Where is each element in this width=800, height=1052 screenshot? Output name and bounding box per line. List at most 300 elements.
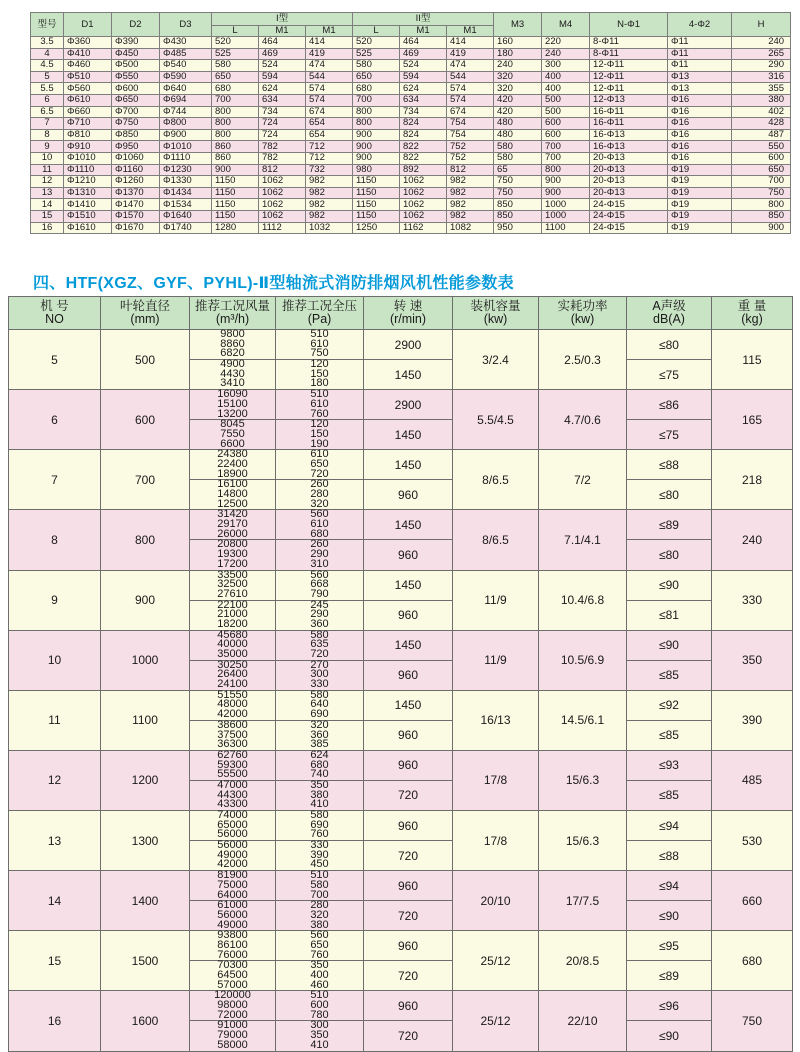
table-row (31, 94, 791, 106)
table-row (31, 176, 791, 188)
pressure-cell-value: 260 (310, 478, 329, 491)
table-cell: Φ19 (668, 199, 732, 211)
table-cell: 464 (259, 37, 306, 49)
power-consumption: 4.7/0.6 (539, 390, 627, 450)
performance-table-body (9, 330, 793, 1052)
pressure-cell-value: 700 (310, 888, 329, 901)
pressure-cell-value: 410 (310, 1038, 329, 1051)
pressure-cell-value: 280 (310, 899, 329, 912)
table-cell: 24-Φ15 (590, 210, 668, 222)
table-cell: Φ1230 (160, 164, 212, 176)
flow-cell-value: 31420 (217, 508, 248, 521)
table-cell: 16-Φ13 (590, 129, 668, 141)
table-cell: Φ450 (112, 48, 160, 60)
table-cell: Φ16 (668, 152, 732, 164)
table-cell: Φ19 (668, 222, 732, 234)
table-cell: 12 (31, 176, 64, 188)
table-cell: Φ610 (64, 94, 112, 106)
table-cell: Φ16 (668, 106, 732, 118)
speed-cell: 960 (364, 991, 453, 1021)
table-cell: Φ1010 (64, 152, 112, 164)
pressure-cell (276, 841, 364, 871)
flow-cell-value: 20800 (217, 538, 248, 551)
speed-cell: 960 (364, 750, 453, 780)
table-cell: Φ510 (64, 71, 112, 83)
header-m1: M1 (306, 26, 353, 37)
flow-cell-value: 42000 (217, 708, 248, 721)
table-cell: Φ1534 (160, 199, 212, 211)
table-cell: Φ1210 (64, 176, 112, 188)
flow-cell-value: 49000 (217, 848, 248, 861)
speed-cell: 960 (364, 480, 453, 510)
performance-table (8, 296, 793, 1052)
pressure-cell-value: 610 (310, 337, 329, 350)
flow-cell (190, 991, 276, 1021)
flow-cell (190, 811, 276, 841)
table-cell: 712 (306, 141, 353, 153)
table-cell: 6 (31, 94, 64, 106)
pressure-cell (276, 510, 364, 540)
flow-cell-value: 14800 (217, 488, 248, 500)
table-cell: Φ660 (64, 106, 112, 118)
pressure-cell-value: 380 (310, 918, 329, 931)
table-cell: 1062 (259, 210, 306, 222)
flow-cell-value: 6820 (220, 347, 245, 360)
table-cell: 580 (494, 141, 542, 153)
table-cell: Φ700 (112, 106, 160, 118)
flow-cell-value: 30250 (217, 658, 248, 671)
installed-power: 20/10 (453, 871, 539, 931)
table-cell: Φ590 (160, 71, 212, 83)
flow-cell (190, 600, 276, 630)
pressure-cell-value: 635 (310, 638, 329, 651)
fan-number: 9 (9, 570, 101, 630)
flow-cell-value: 35000 (217, 648, 248, 660)
flow-cell-value: 93800 (217, 929, 248, 942)
table-cell: Φ640 (160, 83, 212, 95)
flow-cell (190, 330, 276, 360)
power-consumption: 2.5/0.3 (539, 330, 627, 390)
pressure-cell (276, 780, 364, 810)
table-row (31, 118, 791, 130)
section-title: 四、HTF(XGZ、GYF、PYHL)-Ⅱ型轴流式消防排烟风机性能参数表 (33, 275, 514, 292)
pressure-cell-value: 260 (310, 538, 329, 551)
table-cell: 724 (259, 118, 306, 130)
table-cell: 12-Φ11 (590, 71, 668, 83)
flow-cell-value: 58000 (217, 1038, 248, 1051)
table-cell: 900 (542, 187, 590, 199)
pressure-cell-value: 650 (310, 457, 329, 470)
table-cell: 600 (542, 129, 590, 141)
table-cell: 782 (259, 152, 306, 164)
speed-cell: 1450 (364, 510, 453, 540)
power-consumption: 10.4/6.8 (539, 570, 627, 630)
flow-cell-value: 16100 (217, 478, 248, 491)
weight-cell: 750 (712, 991, 793, 1051)
installed-power: 11/9 (453, 630, 539, 690)
table-cell: 754 (447, 129, 494, 141)
table-cell: 800 (732, 199, 791, 211)
table-cell: Φ540 (160, 60, 212, 72)
header-m3: M3 (494, 13, 542, 37)
table-cell: 240 (494, 60, 542, 72)
table-cell: 634 (259, 94, 306, 106)
table-cell: 520 (353, 37, 400, 49)
power-consumption: 7.1/4.1 (539, 510, 627, 570)
speed-cell: 720 (364, 841, 453, 871)
table-cell: 752 (447, 152, 494, 164)
noise-cell: ≤90 (627, 630, 712, 660)
table-cell: 1062 (400, 210, 447, 222)
header-type-2: II型 (353, 13, 494, 26)
fan-number: 14 (9, 871, 101, 931)
table-cell: 680 (353, 83, 400, 95)
table-cell: Φ1470 (112, 199, 160, 211)
table-cell: Φ13 (668, 71, 732, 83)
flow-cell-value: 8045 (220, 418, 245, 431)
pressure-cell (276, 420, 364, 450)
flow-cell (190, 660, 276, 690)
table-cell: 414 (306, 37, 353, 49)
table-cell: 594 (400, 71, 447, 83)
table-cell: Φ600 (112, 83, 160, 95)
pressure-cell-value: 320 (310, 497, 329, 510)
table-cell: 414 (447, 37, 494, 49)
flow-cell-value: 15100 (217, 397, 248, 410)
table-cell: 428 (732, 118, 791, 130)
fan-number: 15 (9, 931, 101, 991)
pressure-cell-value: 610 (310, 518, 329, 531)
flow-cell-value: 38600 (217, 718, 248, 731)
speed-cell: 960 (364, 811, 453, 841)
noise-cell: ≤90 (627, 901, 712, 931)
flow-cell-value: 19300 (217, 548, 248, 561)
flow-cell-value: 86100 (217, 938, 248, 951)
table-cell: Φ1640 (160, 210, 212, 222)
noise-cell: ≤80 (627, 480, 712, 510)
noise-cell: ≤75 (627, 360, 712, 390)
table-cell: 1150 (212, 199, 259, 211)
table-cell: 1280 (212, 222, 259, 234)
header-model: 型号 (31, 13, 64, 37)
table-cell: 1062 (259, 199, 306, 211)
flow-cell-value: 16090 (217, 388, 248, 401)
table-cell: Φ13 (668, 83, 732, 95)
flow-cell-value: 43300 (217, 798, 248, 811)
table-cell: 624 (400, 83, 447, 95)
impeller-diameter: 600 (101, 390, 190, 450)
flow-cell-value: 7550 (220, 427, 245, 440)
weight-cell: 240 (712, 510, 793, 570)
table-cell: 574 (306, 83, 353, 95)
flow-cell (190, 540, 276, 570)
power-consumption: 20/8.5 (539, 931, 627, 991)
pressure-cell-value: 360 (310, 728, 329, 741)
table-cell: Φ550 (112, 71, 160, 83)
table-cell: 3.5 (31, 37, 64, 49)
impeller-diameter: 1300 (101, 811, 190, 871)
table-row (9, 871, 793, 901)
power-consumption: 17/7.5 (539, 871, 627, 931)
flow-cell (190, 480, 276, 510)
table-cell: 1062 (400, 176, 447, 188)
table-cell: 487 (732, 129, 791, 141)
flow-cell-value: 32500 (217, 578, 248, 591)
header-consumption: 实耗功率 (kw) (539, 297, 627, 330)
flow-cell-value: 79000 (217, 1029, 248, 1042)
table-cell: 400 (542, 71, 590, 83)
table-cell: 734 (400, 106, 447, 118)
table-cell: 754 (447, 118, 494, 130)
pressure-cell-value: 300 (310, 668, 329, 681)
header-weight: 重 量 (kg) (712, 297, 793, 330)
table-cell: 900 (353, 129, 400, 141)
pressure-cell-value: 120 (310, 418, 329, 431)
pressure-cell (276, 360, 364, 390)
pressure-cell (276, 450, 364, 480)
table-cell: 16-Φ13 (590, 141, 668, 153)
pressure-cell-value: 350 (310, 959, 329, 972)
table-cell: Φ694 (160, 94, 212, 106)
pressure-cell (276, 871, 364, 901)
weight-cell: 390 (712, 690, 793, 750)
table-cell: 1062 (259, 187, 306, 199)
impeller-diameter: 1500 (101, 931, 190, 991)
table-cell: 220 (542, 37, 590, 49)
speed-cell: 1450 (364, 450, 453, 480)
flow-cell-value: 27610 (217, 587, 248, 600)
table-cell: 300 (542, 60, 590, 72)
pressure-cell-value: 690 (310, 818, 329, 831)
table-row (9, 450, 793, 480)
pressure-cell (276, 1021, 364, 1051)
pressure-cell-value: 290 (310, 608, 329, 621)
table-cell: 712 (306, 152, 353, 164)
table-cell: 265 (732, 48, 791, 60)
table-cell: Φ910 (64, 141, 112, 153)
dimension-table (30, 12, 791, 234)
table-cell: 550 (732, 141, 791, 153)
flow-cell-value: 57000 (217, 978, 248, 991)
table-cell: 544 (447, 71, 494, 83)
table-cell: 900 (212, 164, 259, 176)
table-cell: Φ460 (64, 60, 112, 72)
pressure-cell-value: 190 (310, 437, 329, 450)
pressure-cell-value: 360 (310, 617, 329, 630)
pressure-cell-value: 410 (310, 798, 329, 811)
pressure-cell (276, 630, 364, 660)
table-row (31, 60, 791, 72)
flow-cell-value: 3410 (220, 377, 245, 390)
speed-cell: 960 (364, 720, 453, 750)
table-cell: 65 (494, 164, 542, 176)
table-row (31, 210, 791, 222)
pressure-cell-value: 780 (310, 1008, 329, 1021)
table-cell: 634 (400, 94, 447, 106)
pressure-cell (276, 660, 364, 690)
speed-cell: 1450 (364, 630, 453, 660)
table-cell: 700 (732, 176, 791, 188)
speed-cell: 960 (364, 660, 453, 690)
flow-cell (190, 720, 276, 750)
pressure-cell (276, 961, 364, 991)
flow-cell-value: 62760 (217, 748, 248, 761)
power-consumption: 15/6.3 (539, 750, 627, 810)
weight-cell: 115 (712, 330, 793, 390)
flow-cell-value: 4900 (220, 358, 245, 371)
table-row (31, 83, 791, 95)
table-cell: 500 (542, 94, 590, 106)
speed-cell: 960 (364, 931, 453, 961)
table-cell: 980 (353, 164, 400, 176)
flow-cell-value: 81900 (217, 869, 248, 882)
header-h: H (732, 13, 791, 37)
table-cell: Φ19 (668, 164, 732, 176)
table-cell: 12-Φ13 (590, 94, 668, 106)
pressure-cell-value: 510 (310, 989, 329, 1002)
table-cell: 1150 (353, 210, 400, 222)
table-cell: 7 (31, 118, 64, 130)
pressure-cell (276, 750, 364, 780)
pressure-cell-value: 790 (310, 587, 329, 600)
pressure-cell-value: 650 (310, 938, 329, 951)
table-cell: 24-Φ15 (590, 222, 668, 234)
pressure-cell-value: 750 (310, 347, 329, 360)
table-cell: 240 (542, 48, 590, 60)
speed-cell: 720 (364, 780, 453, 810)
flow-cell (190, 1021, 276, 1051)
table-cell: 5 (31, 71, 64, 83)
table-cell: Φ810 (64, 129, 112, 141)
flow-cell (190, 420, 276, 450)
flow-cell-value: 98000 (217, 999, 248, 1012)
table-cell: Φ1330 (160, 176, 212, 188)
weight-cell: 530 (712, 811, 793, 871)
table-cell: Φ1510 (64, 210, 112, 222)
fan-number: 16 (9, 991, 101, 1051)
flow-cell (190, 780, 276, 810)
noise-cell: ≤93 (627, 750, 712, 780)
header-l: L (353, 26, 400, 37)
table-cell: 982 (306, 210, 353, 222)
speed-cell: 720 (364, 901, 453, 931)
flow-cell (190, 750, 276, 780)
fan-number: 13 (9, 811, 101, 871)
noise-cell: ≤80 (627, 330, 712, 360)
table-cell: Φ360 (64, 37, 112, 49)
table-cell: 1150 (353, 187, 400, 199)
pressure-cell-value: 280 (310, 488, 329, 500)
flow-cell-value: 56000 (217, 828, 248, 841)
header-diameter: 叶轮直径 (mm) (101, 297, 190, 330)
table-cell: 594 (259, 71, 306, 83)
pressure-cell-value: 310 (310, 557, 329, 570)
table-cell: 674 (306, 106, 353, 118)
table-cell: 800 (212, 118, 259, 130)
pressure-cell-value: 350 (310, 1029, 329, 1042)
flow-cell-value: 64000 (217, 888, 248, 901)
flow-cell (190, 390, 276, 420)
speed-cell: 2900 (364, 330, 453, 360)
table-cell: 700 (212, 94, 259, 106)
pressure-cell-value: 400 (310, 969, 329, 981)
table-cell: 316 (732, 71, 791, 83)
flow-cell-value: 59300 (217, 758, 248, 771)
table-cell: Φ1434 (160, 187, 212, 199)
table-cell: 900 (732, 222, 791, 234)
impeller-diameter: 700 (101, 450, 190, 510)
table-cell: 520 (212, 37, 259, 49)
noise-cell: ≤95 (627, 931, 712, 961)
table-cell: 9 (31, 141, 64, 153)
table-cell: 1032 (306, 222, 353, 234)
power-consumption: 22/10 (539, 991, 627, 1051)
fan-number: 10 (9, 630, 101, 690)
pressure-cell-value: 580 (310, 688, 329, 701)
flow-cell (190, 630, 276, 660)
pressure-cell (276, 901, 364, 931)
impeller-diameter: 1100 (101, 690, 190, 750)
table-cell: 800 (212, 129, 259, 141)
table-cell: Φ1410 (64, 199, 112, 211)
header-pressure: 推荐工况全压 (Pa) (276, 297, 364, 330)
table-cell: 11 (31, 164, 64, 176)
flow-cell-value: 51550 (217, 688, 248, 701)
table-cell: Φ16 (668, 141, 732, 153)
impeller-diameter: 1400 (101, 871, 190, 931)
pressure-cell-value: 580 (310, 878, 329, 891)
table-cell: 1250 (353, 222, 400, 234)
table-cell: Φ1310 (64, 187, 112, 199)
speed-cell: 1450 (364, 690, 453, 720)
pressure-cell-value: 760 (310, 948, 329, 961)
table-cell: 860 (212, 152, 259, 164)
table-cell: 680 (212, 83, 259, 95)
noise-cell: ≤88 (627, 450, 712, 480)
table-cell: Φ11 (668, 48, 732, 60)
pressure-cell-value: 760 (310, 407, 329, 420)
flow-cell-value: 42000 (217, 858, 248, 871)
table-row (31, 141, 791, 153)
table-cell: 900 (542, 176, 590, 188)
table-cell: 700 (542, 141, 590, 153)
table-cell: Φ390 (112, 37, 160, 49)
table-cell: Φ1060 (112, 152, 160, 164)
table-cell: 20-Φ13 (590, 152, 668, 164)
table-cell: 420 (494, 106, 542, 118)
table-cell: 320 (494, 83, 542, 95)
table-cell: 10 (31, 152, 64, 164)
table-cell: 850 (732, 210, 791, 222)
pressure-cell (276, 690, 364, 720)
pressure-cell-value: 385 (310, 738, 329, 751)
header-d1: D1 (64, 13, 112, 37)
table-cell: Φ1010 (160, 141, 212, 153)
table-cell: 419 (306, 48, 353, 60)
speed-cell: 2900 (364, 390, 453, 420)
table-cell: 24-Φ15 (590, 199, 668, 211)
impeller-diameter: 500 (101, 330, 190, 390)
speed-cell: 720 (364, 961, 453, 991)
table-cell: 624 (259, 83, 306, 95)
flow-cell-value: 48000 (217, 698, 248, 711)
noise-cell: ≤85 (627, 780, 712, 810)
flow-cell (190, 841, 276, 871)
flow-cell-value: 29170 (217, 518, 248, 531)
weight-cell: 660 (712, 871, 793, 931)
flow-cell-value: 18200 (217, 617, 248, 630)
table-cell: 580 (353, 60, 400, 72)
